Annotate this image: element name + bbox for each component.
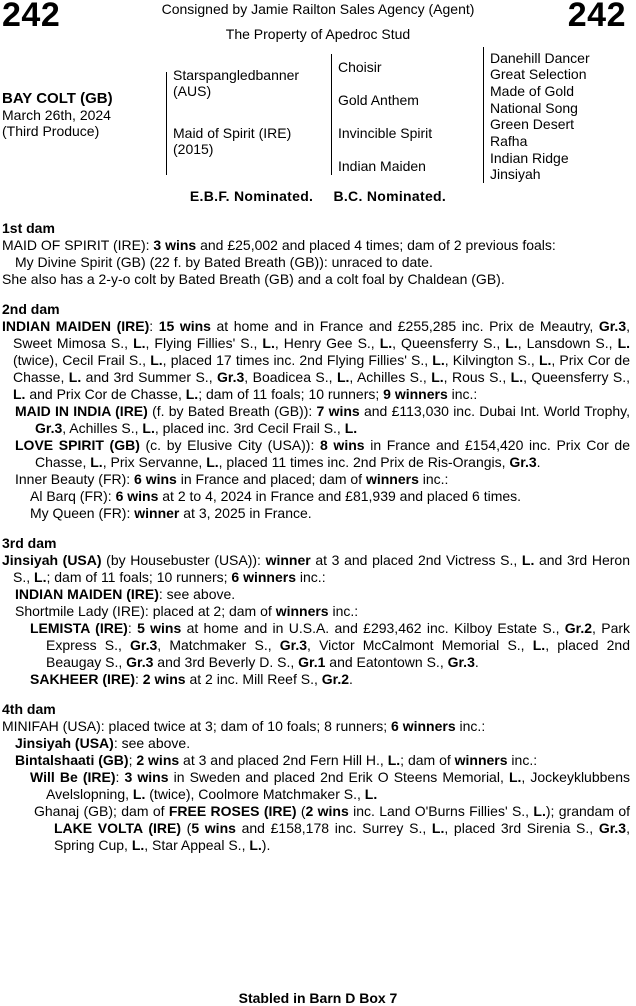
section-heading: 1st dam bbox=[2, 220, 55, 236]
text-run: Inner Beauty (FR): bbox=[15, 471, 135, 487]
bold-text: L. bbox=[133, 335, 146, 351]
pedigree-sire: Starspangledbanner (AUS) bbox=[173, 67, 300, 99]
bold-text: L. bbox=[505, 335, 518, 351]
pedigree-divider-1 bbox=[166, 72, 167, 175]
text-run: at 2 to 4, 2024 in France and £81,939 and placed 6 times. bbox=[158, 488, 522, 504]
text-run: inc.: bbox=[328, 603, 359, 619]
bold-text: Bintalshaati (GB) bbox=[15, 752, 129, 768]
text-run: She also has a 2-y-o colt by Bated Breath (GB) and a colt foal by Chaldean (GB). bbox=[2, 271, 505, 287]
pedigree-paragraph bbox=[2, 586, 630, 603]
bold-text: L. bbox=[510, 369, 524, 385]
bold-text: Gr.3 bbox=[126, 654, 154, 670]
text-run: inc.: bbox=[507, 752, 538, 768]
text-run: , Star Appeal S., bbox=[144, 837, 250, 853]
text-run: : see above. bbox=[113, 735, 191, 751]
pedigree-divider-2 bbox=[331, 54, 332, 175]
bc-nominated: B.C. Nominated. bbox=[333, 188, 447, 204]
bold-text: 6 winners bbox=[231, 569, 297, 585]
bold-text: L. bbox=[364, 786, 378, 802]
text-run: , Prix Cor de Chasse, bbox=[13, 352, 630, 385]
bold-text: L. bbox=[13, 386, 26, 402]
text-run: and £158,178 inc. Surrey S., bbox=[235, 820, 432, 836]
text-run: : bbox=[135, 671, 143, 687]
bold-text: SAKHEER (IRE) bbox=[30, 671, 136, 687]
text-run: . bbox=[349, 671, 353, 687]
text-run: ; dam of 11 foals; 10 runners; bbox=[198, 386, 384, 402]
text-run: inc.: bbox=[418, 471, 449, 487]
bold-text: L. bbox=[387, 752, 401, 768]
bold-text: Will Be (IRE) bbox=[30, 769, 116, 785]
text-run: . bbox=[536, 454, 541, 470]
text-run: at home and in France and £255,285 inc. Prix de Meautry, bbox=[210, 318, 599, 334]
bold-text: 7 wins bbox=[316, 403, 360, 419]
text-run: ; bbox=[128, 752, 137, 768]
text-run: MAID OF SPIRIT (IRE): bbox=[2, 237, 154, 253]
section-heading: 4th dam bbox=[2, 701, 56, 717]
bold-text: LEMISTA (IRE) bbox=[30, 620, 128, 636]
bold-text: L. bbox=[131, 837, 145, 853]
bold-text: Gr.3 bbox=[509, 454, 537, 470]
text-run: , Achilles S., bbox=[62, 420, 143, 436]
text-run: and £25,002 and placed 4 times; dam of 2 previous foals: bbox=[196, 237, 556, 253]
text-run: , Sweet Mimosa S., bbox=[13, 318, 630, 351]
bold-text: winners bbox=[275, 603, 329, 619]
text-run: , placed 3rd Sirenia S., bbox=[444, 820, 599, 836]
pedigree-gen2-3: Invincible Spirit bbox=[338, 125, 433, 141]
bold-text: LOVE SPIRIT (GB) bbox=[15, 437, 140, 453]
text-run: , Henry Gee S., bbox=[274, 335, 380, 351]
bold-text: FREE ROSES (IRE) bbox=[168, 803, 297, 819]
text-run: (twice), Coolmore Matchmaker S., bbox=[145, 786, 365, 802]
bold-text: L. bbox=[533, 803, 546, 819]
text-run: Shortmile Lady (IRE): placed at 2; dam of bbox=[15, 603, 276, 619]
text-run: , placed inc. 3rd Cecil Frail S., bbox=[154, 420, 345, 436]
text-run: at 3, 2025 in France. bbox=[179, 505, 312, 521]
pedigree-paragraph bbox=[2, 718, 630, 735]
text-run: in Sweden and placed 2nd Erik O Steens Memorial, bbox=[168, 769, 509, 785]
text-run: MINIFAH (USA): placed twice at 3; dam of 10 foals; 8 runners; bbox=[2, 718, 392, 734]
bold-text: Jinsiyah (USA) bbox=[2, 552, 102, 568]
pedigree-gen2-4: Indian Maiden bbox=[338, 158, 426, 174]
bold-text: L. bbox=[538, 352, 552, 368]
pedigree-notes bbox=[2, 220, 630, 854]
horse-info bbox=[2, 91, 113, 139]
bold-text: L. bbox=[206, 454, 219, 470]
horse-name: BAY COLT (GB) bbox=[2, 90, 113, 107]
bold-text: Jinsiyah (USA) bbox=[15, 735, 114, 751]
bold-text: 8 wins bbox=[320, 437, 365, 453]
bold-text: Gr.2 bbox=[564, 620, 593, 636]
text-run: ). bbox=[261, 837, 271, 853]
pedigree-paragraph bbox=[2, 271, 630, 288]
text-run: : see above. bbox=[158, 586, 236, 602]
bold-text: L. bbox=[508, 769, 522, 785]
text-run: : bbox=[149, 318, 159, 334]
pedigree-paragraph bbox=[2, 803, 630, 854]
text-run: inc.: bbox=[447, 386, 478, 402]
pedigree-paragraph bbox=[2, 552, 630, 586]
horse-dob: March 26th, 2024 bbox=[2, 107, 111, 123]
text-run: at 3 and placed 2nd Fern Hill H., bbox=[179, 752, 388, 768]
pedigree-gen3-2: Great Selection bbox=[490, 66, 587, 82]
bold-text: L. bbox=[34, 569, 47, 585]
pedigree-gen3-4: National Song bbox=[490, 100, 578, 116]
bold-text: L. bbox=[142, 420, 155, 436]
bold-text: 15 wins bbox=[158, 318, 211, 334]
bold-text: 6 wins bbox=[134, 471, 177, 487]
bold-text: 6 winners bbox=[391, 718, 456, 734]
text-run: and Prix Cor de Chasse, bbox=[25, 386, 186, 402]
bold-text: L. bbox=[617, 335, 631, 351]
text-run: at 2 inc. Mill Reef S., bbox=[185, 671, 322, 687]
bold-text: Gr.3 bbox=[279, 637, 308, 653]
bold-text: L. bbox=[262, 335, 275, 351]
text-run: , Boadicea S., bbox=[244, 369, 337, 385]
pedigree-paragraph bbox=[2, 620, 630, 671]
bold-text: winners bbox=[454, 752, 508, 768]
pedigree-paragraph bbox=[2, 603, 630, 620]
pedigree-paragraph bbox=[2, 505, 630, 522]
bold-text: Gr.3 bbox=[598, 820, 627, 836]
pedigree-paragraph bbox=[2, 237, 630, 254]
property-text: The Property of Apedroc Stud bbox=[225, 26, 411, 42]
text-run: inc.: bbox=[296, 569, 326, 585]
bold-text: L. bbox=[90, 454, 103, 470]
bold-text: 3 wins bbox=[124, 769, 169, 785]
text-run: , Rous S., bbox=[443, 369, 511, 385]
bold-text: L. bbox=[532, 637, 546, 653]
text-run: , placed 17 times inc. 2nd Flying Fillies' S., bbox=[162, 352, 433, 368]
bold-text: winner bbox=[265, 552, 311, 568]
bold-text: Gr.1 bbox=[298, 654, 326, 670]
pedigree-paragraph bbox=[2, 437, 630, 471]
pedigree-gen3-6: Rafha bbox=[490, 133, 528, 149]
text-run: (c. by Elusive City (USA)): bbox=[139, 437, 320, 453]
pedigree-divider-3 bbox=[483, 47, 484, 183]
bold-text: Gr.2 bbox=[321, 671, 350, 687]
pedigree-paragraph bbox=[2, 471, 630, 488]
bold-text: Gr.3 bbox=[130, 637, 158, 653]
text-run: (by Housebuster (USA)): bbox=[101, 552, 266, 568]
pedigree-gen3-3: Made of Gold bbox=[490, 83, 575, 99]
text-run: , Queensferry S., bbox=[392, 335, 506, 351]
section-heading: 3rd dam bbox=[2, 535, 57, 551]
horse-produce: (Third Produce) bbox=[2, 123, 100, 139]
text-run: Al Barq (FR): bbox=[30, 488, 116, 504]
pedigree-paragraph bbox=[2, 488, 630, 505]
bold-text: 3 wins bbox=[153, 237, 197, 253]
text-run: ); grandam of bbox=[545, 803, 631, 819]
nominations bbox=[0, 188, 636, 204]
text-run: . bbox=[474, 654, 479, 670]
bold-text: 5 wins bbox=[137, 620, 182, 636]
bold-text: L. bbox=[431, 820, 445, 836]
bold-text: L. bbox=[336, 369, 350, 385]
bold-text: Gr.3 bbox=[35, 420, 63, 436]
text-run: and Eatontown S., bbox=[325, 654, 448, 670]
text-run: at home and in U.S.A. and £293,462 inc. Kilboy Estate S., bbox=[181, 620, 565, 636]
pedigree-gen3-8: Jinsiyah bbox=[490, 166, 541, 182]
text-run: , Victor McCalmont Memorial S., bbox=[307, 637, 533, 653]
bold-text: 9 winners bbox=[383, 386, 448, 402]
stabled-location: Stabled in Barn D Box 7 bbox=[238, 990, 398, 1006]
pedigree-paragraph bbox=[2, 403, 630, 437]
text-run: , Matchmaker S., bbox=[157, 637, 280, 653]
text-run: in France and placed; dam of bbox=[176, 471, 366, 487]
text-run: , Queensferry S., bbox=[523, 369, 631, 385]
consignor-text: Consigned by Jamie Railton Sales Agency (Agent) bbox=[161, 1, 475, 17]
text-run: My Divine Spirit (GB) (22 f. by Bated Breath (GB)): unraced to date. bbox=[15, 254, 433, 270]
bold-text: L. bbox=[432, 352, 445, 368]
consignor-block bbox=[0, 0, 636, 50]
bold-text: INDIAN MAIDEN (IRE) bbox=[2, 318, 150, 334]
pedigree-paragraph bbox=[2, 318, 630, 403]
text-run: , placed 11 times inc. 2nd Prix de Ris-Orangis, bbox=[218, 454, 510, 470]
bold-text: L. bbox=[431, 369, 444, 385]
ebf-nominated: E.B.F. Nominated. bbox=[189, 188, 314, 204]
text-run: and 3rd Heron S., bbox=[13, 552, 630, 585]
bold-text: L. bbox=[521, 552, 535, 568]
bold-text: 2 wins bbox=[305, 803, 349, 819]
text-run: in France and £154,420 inc. Prix Cor de Chasse, bbox=[35, 437, 630, 470]
bold-text: winner bbox=[134, 505, 180, 521]
pedigree-paragraph bbox=[2, 254, 630, 271]
pedigree-gen3-7: Indian Ridge bbox=[490, 150, 569, 166]
text-run: inc.: bbox=[455, 718, 486, 734]
lot-number-right: 242 bbox=[567, 0, 626, 34]
text-run: and £113,030 inc. Dubai Int. World Trophy, bbox=[359, 403, 630, 419]
text-run: (f. by Bated Breath (GB)): bbox=[147, 403, 317, 419]
text-run: inc. Land O'Burns Fillies' S., bbox=[348, 803, 534, 819]
pedigree-paragraph bbox=[2, 752, 630, 769]
text-run: and 3rd Summer S., bbox=[81, 369, 218, 385]
lot-number-left: 242 bbox=[2, 0, 61, 34]
text-run: : bbox=[127, 620, 138, 636]
pedigree-gen2-2: Gold Anthem bbox=[338, 92, 419, 108]
text-run: , placed 2nd Beaugay S., bbox=[46, 637, 631, 670]
bold-text: LAKE VOLTA (IRE) bbox=[54, 820, 181, 836]
bold-text: 5 wins bbox=[191, 820, 236, 836]
bold-text: L. bbox=[344, 420, 358, 436]
bold-text: 2 wins bbox=[142, 671, 186, 687]
text-run: : bbox=[115, 769, 125, 785]
bold-text: Gr.3 bbox=[217, 369, 245, 385]
pedigree-paragraph bbox=[2, 671, 630, 688]
bold-text: L. bbox=[132, 786, 146, 802]
bold-text: winners bbox=[365, 471, 419, 487]
bold-text: INDIAN MAIDEN (IRE) bbox=[15, 586, 159, 602]
pedigree-paragraph bbox=[2, 735, 630, 752]
pedigree-gen2-1: Choisir bbox=[338, 59, 382, 75]
pedigree-dam: Maid of Spirit (IRE) (2015) bbox=[173, 125, 292, 157]
text-run: My Queen (FR): bbox=[30, 505, 135, 521]
bold-text: 6 wins bbox=[115, 488, 159, 504]
text-run: , Achilles S., bbox=[349, 369, 432, 385]
bold-text: L. bbox=[185, 386, 199, 402]
text-run: (twice), Cecil Frail S., bbox=[13, 352, 151, 368]
bold-text: MAID IN INDIA (IRE) bbox=[15, 403, 148, 419]
section-heading: 2nd dam bbox=[2, 301, 60, 317]
pedigree-gen3-5: Green Desert bbox=[490, 116, 575, 132]
text-run: , Kilvington S., bbox=[444, 352, 539, 368]
text-run: , Lansdown S., bbox=[517, 335, 618, 351]
text-run: ; dam of bbox=[400, 752, 455, 768]
text-run: , Park Express S., bbox=[46, 620, 631, 653]
bold-text: L. bbox=[249, 837, 262, 853]
text-run: ( bbox=[180, 820, 192, 836]
bold-text: L. bbox=[150, 352, 163, 368]
bold-text: Gr.3 bbox=[598, 318, 627, 334]
text-run: Ghanaj (GB); dam of bbox=[34, 803, 169, 819]
bold-text: 2 wins bbox=[136, 752, 180, 768]
text-run: ; dam of 11 foals; 10 runners; bbox=[46, 569, 232, 585]
pedigree-paragraph bbox=[2, 769, 630, 803]
text-run: at 3 and placed 2nd Victress S., bbox=[310, 552, 522, 568]
text-run: ( bbox=[296, 803, 306, 819]
bold-text: L. bbox=[68, 369, 82, 385]
text-run: and 3rd Beverly D. S., bbox=[153, 654, 299, 670]
text-run: , Jockeyklubbens Avelslopning, bbox=[46, 769, 630, 802]
pedigree-gen3-1: Danehill Dancer bbox=[490, 50, 590, 66]
text-run: , Prix Servanne, bbox=[102, 454, 207, 470]
bold-text: Gr.3 bbox=[447, 654, 475, 670]
bold-text: L. bbox=[379, 335, 393, 351]
text-run: , Spring Cup, bbox=[54, 820, 630, 853]
text-run: , Flying Fillies' S., bbox=[145, 335, 263, 351]
